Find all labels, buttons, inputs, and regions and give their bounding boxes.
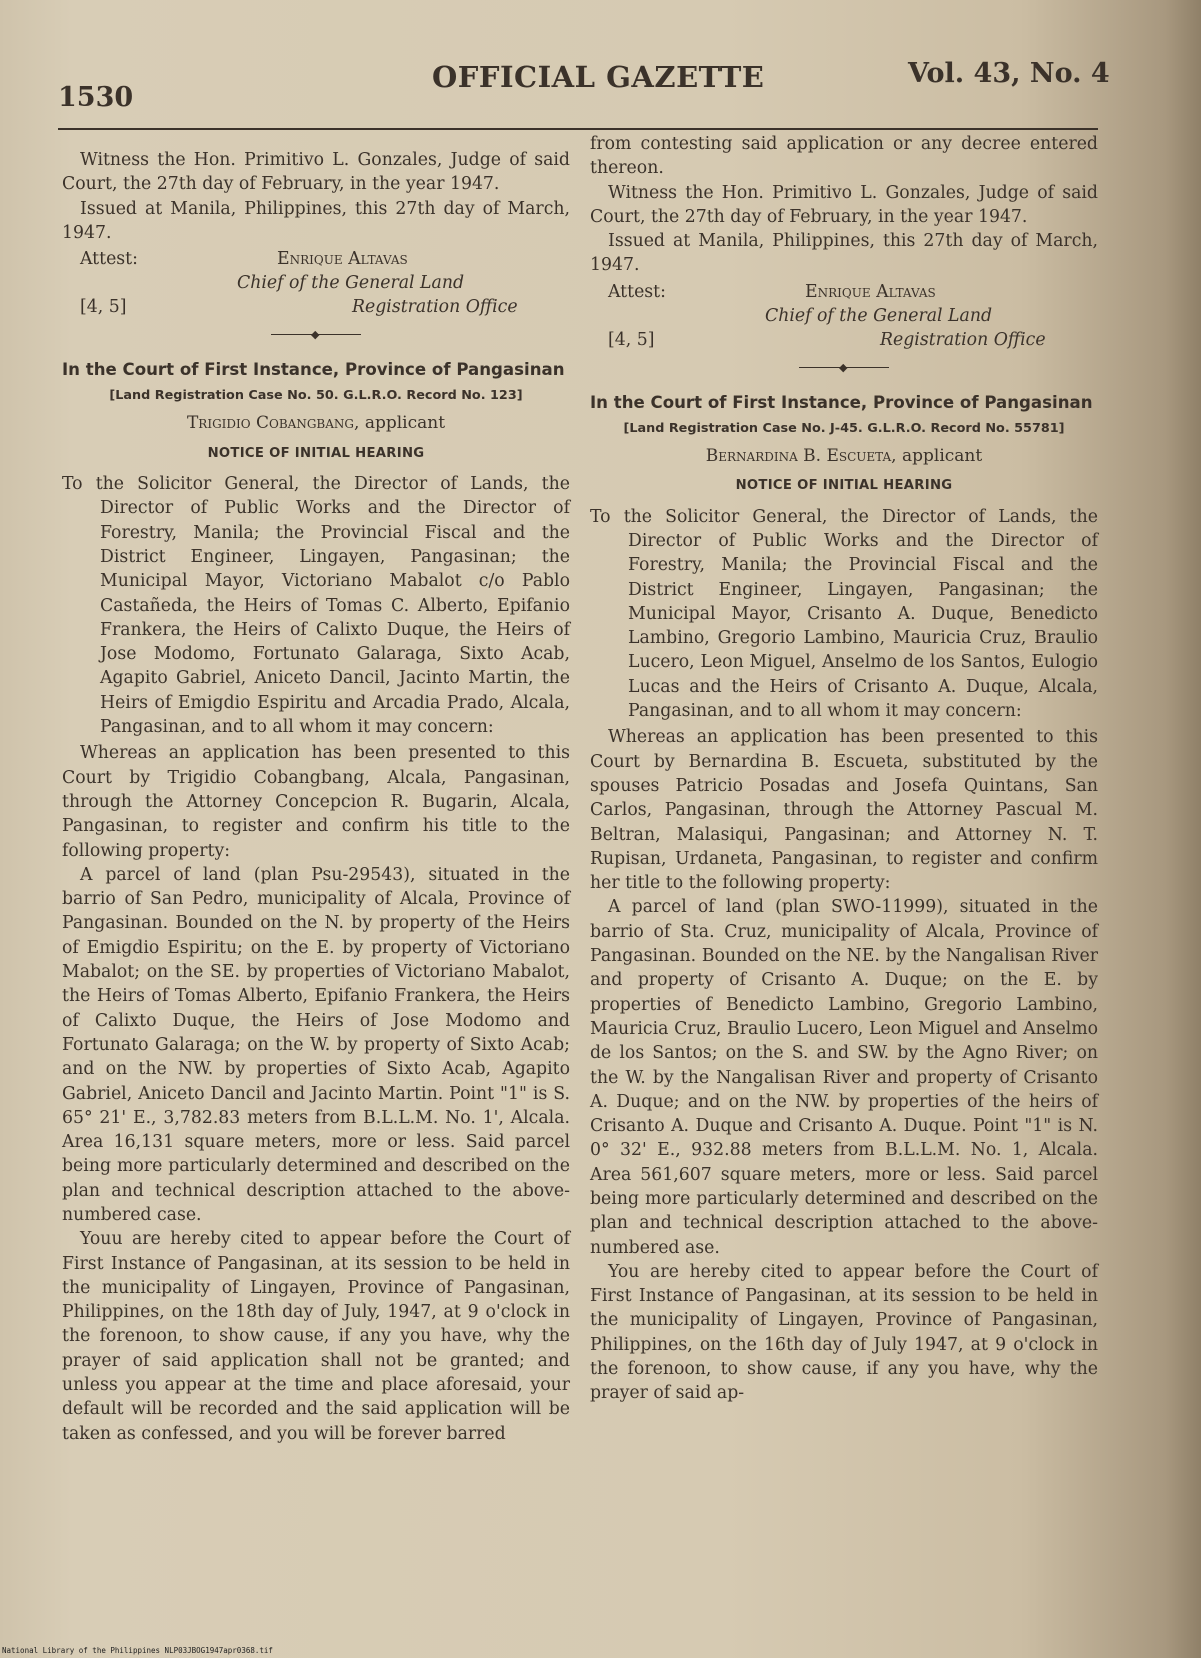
left-column <box>62 148 570 1446</box>
applicant-line <box>590 444 1098 468</box>
scan-footer: National Library of the Philippines NLP03JBOG1947apr0368.tif <box>2 1646 273 1655</box>
signer-title: Chief of the General Land <box>237 273 465 294</box>
court-heading: In the Court of First Instance, Province of Pangasinan <box>62 360 565 380</box>
case-reference: [Land Registration Case No. J-45. G.L.R.O. Record No. 55781] <box>623 421 1065 437</box>
signer-title: Chief of the General Land <box>765 305 993 326</box>
issued-paragraph: Issued at Manila, Philippines, this 27th day of March, 1947. <box>62 198 570 243</box>
witness-paragraph: Witness the Hon. Primitivo L. Gonzales, Judge of said Court, the 27th day of February, in the year 1947. <box>590 182 1098 227</box>
court-heading: In the Court of First Instance, Province of Pangasinan <box>590 392 1093 412</box>
signer-office: Registration Office <box>352 297 518 318</box>
attest-label: Attest: <box>608 281 666 302</box>
addressees-paragraph: To the Solicitor General, the Director of Lands, the Director of Public Works and the Director of Forestry, Manila; the Provincial Fiscal and the District Engineer, Lingayen, Pangasinan; the Municipal Mayor, Crisanto A. Duque, Benedicto Lambino, Gregorio Lambino, Mauricia Cruz, Braulio Lucero, Leon Miguel, Anselmo de los Santos, Eulogio Lucas and the Heirs of Crisanto A. Duque, Alcala, Pangasinan, and to all whom it may concern: <box>590 506 1098 722</box>
citation-paragraph: Youu are hereby cited to appear before the Court of First Instance of Pangasinan, at its session to be held in the municipality of Lingayen, Province of Pangasinan, Philippines, on the 18th day of July, 1947, at 9 o'clock in the forenoon, to show cause, if any you have, why the prayer of said application shall not be granted; and unless you appear at the time and place aforesaid, your default will be recorded and the said application will be taken as confessed, and you will be forever barred <box>62 1229 570 1444</box>
whereas-paragraph: Whereas an application has been presented to this Court by Trigidio Cobangbang, Alcala, Pangasinan, through the Attorney Concepcion R. Bugarin, Alcala, Pangasinan, to register and confirm his title to the following property: <box>62 743 570 861</box>
parcel-paragraph: A parcel of land (plan SWO-11999), situated in the barrio of Sta. Cruz, municipality of Alcala, Province of Pangasinan. Bounded on the NE. by the Nangalisan River and property of Crisanto A. Duque; on the E. by properties of Benedicto Lambino, Gregorio Lambino, Mauricia Cruz, Braulio Lucero, Leon Miguel and Anselmo de los Santos; on the S. and SW. by the Agno River; on the W. by the Nangalisan River and property of Crisanto A. Duque; and on the NW. by properties of the heirs of Crisanto A. Duque and Crisanto A. Duque. Point "1" is N. 0° 32' E., 932.88 meters from B.L.L.M. No. 1, Alcala. Area 561,607 square meters, more or less. Said parcel being more particularly determined and described on the plan and technical description attached to the above-numbered ase. <box>590 897 1098 1258</box>
signature-block <box>62 247 570 320</box>
header-rule <box>58 128 1098 130</box>
page-header <box>0 0 1201 140</box>
volume-number: Vol. 43, No. 4 <box>908 58 1110 89</box>
applicant-name: Bernardina B. Escueta, <box>705 446 897 467</box>
applicant-name: Trigidio Cobangbang, <box>186 413 360 434</box>
divider-diamond-icon: ◆ <box>311 328 320 342</box>
continuation-paragraph: from contesting said application or any decree entered thereon. <box>590 134 1098 179</box>
section-divider <box>590 353 1098 383</box>
journal-title: OFFICIAL GAZETTE <box>432 60 765 94</box>
citation-paragraph: You are hereby cited to appear before the Court of First Instance of Pangasinan, at its session to be held in the municipality of Lingayen, Province of Pangasinan, Philippines, on the 16th day of July 1947, at 9 o'clock in the forenoon, to show cause, if any you have, why the prayer of said ap- <box>590 1261 1098 1404</box>
attest-label: Attest: <box>80 249 138 270</box>
signer-office: Registration Office <box>880 329 1046 350</box>
applicant-label: applicant <box>902 446 983 467</box>
signer-name: Enrique Altavas <box>805 281 936 302</box>
parcel-paragraph: A parcel of land (plan Psu-29543), situated in the barrio of San Pedro, municipality of Alcala, Province of Pangasinan. Bounded on the N. by property of the Heirs of Emigdio Espiritu; on the E. by property of Victoriano Mabalot; on the SE. by properties of Victoriano Mabalot, the Heirs of Tomas Alberto, Epifanio Frankera, the Heirs of Calixto Duque, the Heirs of Jose Modomo and Fortunato Galaraga; on the W. by property of Sixto Acab; and on the NW. by properties of Sixto Acab, Agapito Gabriel, Aniceto Dancil and Jacinto Martin. Point "1" is S. 65° 21' E., 3,782.83 meters from B.L.L.M. No. 1', Alcala. Area 16,131 square meters, more or less. Said parcel being more particularly determined and described on the plan and technical description attached to the above-numbered case. <box>62 864 570 1225</box>
right-column <box>590 132 1098 1406</box>
applicant-label: applicant <box>364 413 446 434</box>
witness-paragraph: Witness the Hon. Primitivo L. Gonzales, Judge of said Court, the 27th day of February, in the year 1947. <box>62 150 570 195</box>
signature-block <box>590 280 1098 353</box>
notice-heading: NOTICE OF INITIAL HEARING <box>735 478 953 494</box>
issued-paragraph: Issued at Manila, Philippines, this 27th day of March, 1947. <box>590 231 1098 276</box>
signer-name: Enrique Altavas <box>277 249 408 270</box>
addressees-paragraph: To the Solicitor General, the Director of Lands, the Director of Public Works and the Director of Forestry, Manila; the Provincial Fiscal and the District Engineer, Lingayen, Pangasinan; the Municipal Mayor, Victoriano Mabalot c/o Pablo Castañeda, the Heirs of Tomas C. Alberto, Epifanio Frankera, the Heirs of Calixto Duque, the Heirs of Jose Modomo, Fortunato Galaraga, Sixto Acab, Agapito Gabriel, Aniceto Dancil, Jacinto Martin, the Heirs of Emigdio Espiritu and Arcadia Prado, Alcala, Pangasinan, and to all whom it may concern: <box>62 474 570 738</box>
issue-reference: [4, 5] <box>608 329 655 350</box>
notice-heading: NOTICE OF INITIAL HEARING <box>207 445 425 461</box>
case-reference: [Land Registration Case No. 50. G.L.R.O. Record No. 123] <box>109 388 523 404</box>
section-divider <box>62 320 570 350</box>
applicant-line <box>62 411 570 435</box>
whereas-paragraph: Whereas an application has been presented to this Court by Bernardina B. Escueta, substituted by the spouses Patricio Posadas and Josefa Quintans, San Carlos, Pangasinan, through the Attorney Pascual M. Beltran, Malasiqui, Pangasinan; and Attorney N. T. Rupisan, Urdaneta, Pangasinan, to register and confirm her title to the following property: <box>590 727 1098 894</box>
page-number: 1530 <box>58 82 134 113</box>
divider-diamond-icon: ◆ <box>839 360 848 374</box>
issue-reference: [4, 5] <box>80 297 127 318</box>
